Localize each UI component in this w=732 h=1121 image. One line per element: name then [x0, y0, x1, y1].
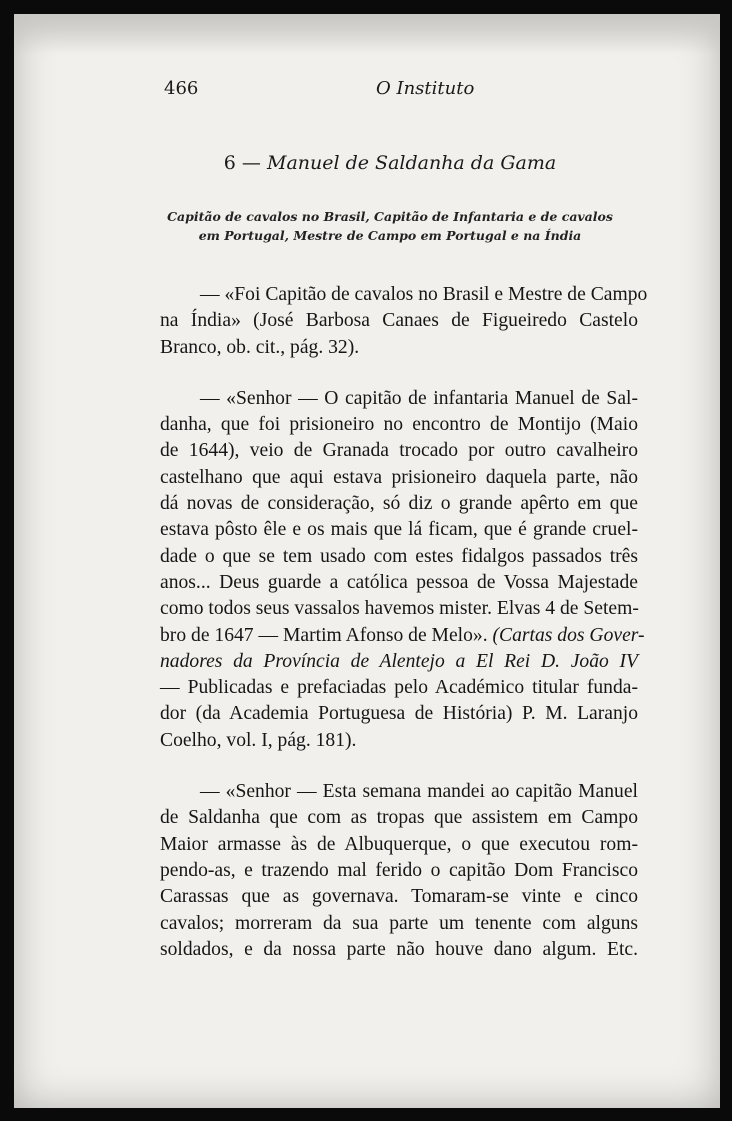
citation-italic: (Cartas dos Gover-: [492, 624, 645, 646]
book-page: [14, 14, 720, 1108]
journal-title: O Instituto: [376, 78, 475, 99]
text-line-mixed: [160, 623, 645, 649]
text-line: Maior armasse às de Albuquerque, o que executou rom-: [160, 833, 638, 855]
text-line: castelhano que aqui estava prisioneiro daquela parte, não: [160, 466, 638, 488]
text-line: Carassas que as governava. Tomaram-se vinte e cinco: [160, 886, 638, 908]
section-name: Manuel de Saldanha da Gama: [266, 152, 557, 174]
text-line: cavalos; morreram da sua parte um tenente com alguns: [160, 912, 638, 934]
text-line: Branco, ob. cit., pág. 32).: [160, 336, 360, 358]
running-head: [164, 78, 564, 108]
paragraph: [160, 282, 648, 361]
body-text: [160, 282, 648, 963]
text-line: — Publicadas e prefaciadas pelo Académico titular funda-: [160, 677, 638, 699]
text-line: dá novas de consideração, só diz o grande apêrto em que: [160, 493, 638, 515]
text-line: soldados, e da nossa parte não houve dano algum. Etc.: [160, 938, 638, 960]
paragraph: [160, 386, 645, 754]
text-line: dor (da Academia Portuguesa de História) P. M. Laranjo: [160, 703, 638, 725]
subtitle-line: Capitão de cavalos no Brasil, Capitão de Infantaria e de cavalos: [167, 209, 613, 224]
subtitle-line: em Portugal, Mestre de Campo em Portugal e na Índia: [198, 228, 582, 243]
section-heading: [37, 152, 732, 174]
page-number: 466: [164, 78, 199, 99]
text-line: Coelho, vol. I, pág. 181).: [160, 729, 357, 751]
section-number: 6 —: [223, 152, 261, 174]
text-line: — «Senhor — Esta semana mandei ao capitão Manuel: [200, 781, 638, 803]
text-line: pendo-as, e trazendo mal ferido o capitão Dom Francisco: [160, 859, 638, 881]
text-line: de Saldanha que com as tropas que assistem em Campo: [160, 807, 638, 829]
text-line: danha, que foi prisioneiro no encontro de Montijo (Maio: [160, 414, 638, 436]
text-line: — «Foi Capitão de cavalos no Brasil e Mestre de Campo: [200, 284, 648, 305]
text-line: — «Senhor — O capitão de infantaria Manuel de Sal-: [200, 387, 638, 409]
text-line: na Índia» (José Barbosa Canaes de Figueiredo Castelo: [160, 310, 638, 332]
section-subtitle: [37, 207, 732, 245]
text-line: dade o que se tem usado com estes fidalgos passados três: [160, 545, 638, 567]
text-line: nadores da Província de Alentejo a El Rei D. João IV: [160, 650, 638, 672]
text-line: anos... Deus guarde a católica pessoa de Vossa Majestade: [160, 571, 638, 593]
text-line: como todos seus vassalos havemos mister. Elvas 4 de Setem-: [160, 598, 639, 620]
text-line: estava pôsto êle e os mais que lá ficam, que é grande cruel-: [160, 519, 638, 541]
text-line: de 1644), veio de Granada trocado por outro cavalheiro: [160, 440, 638, 462]
paragraph: [160, 779, 638, 963]
text-segment: bro de 1647 — Martim Afonso de Melo».: [160, 624, 488, 646]
